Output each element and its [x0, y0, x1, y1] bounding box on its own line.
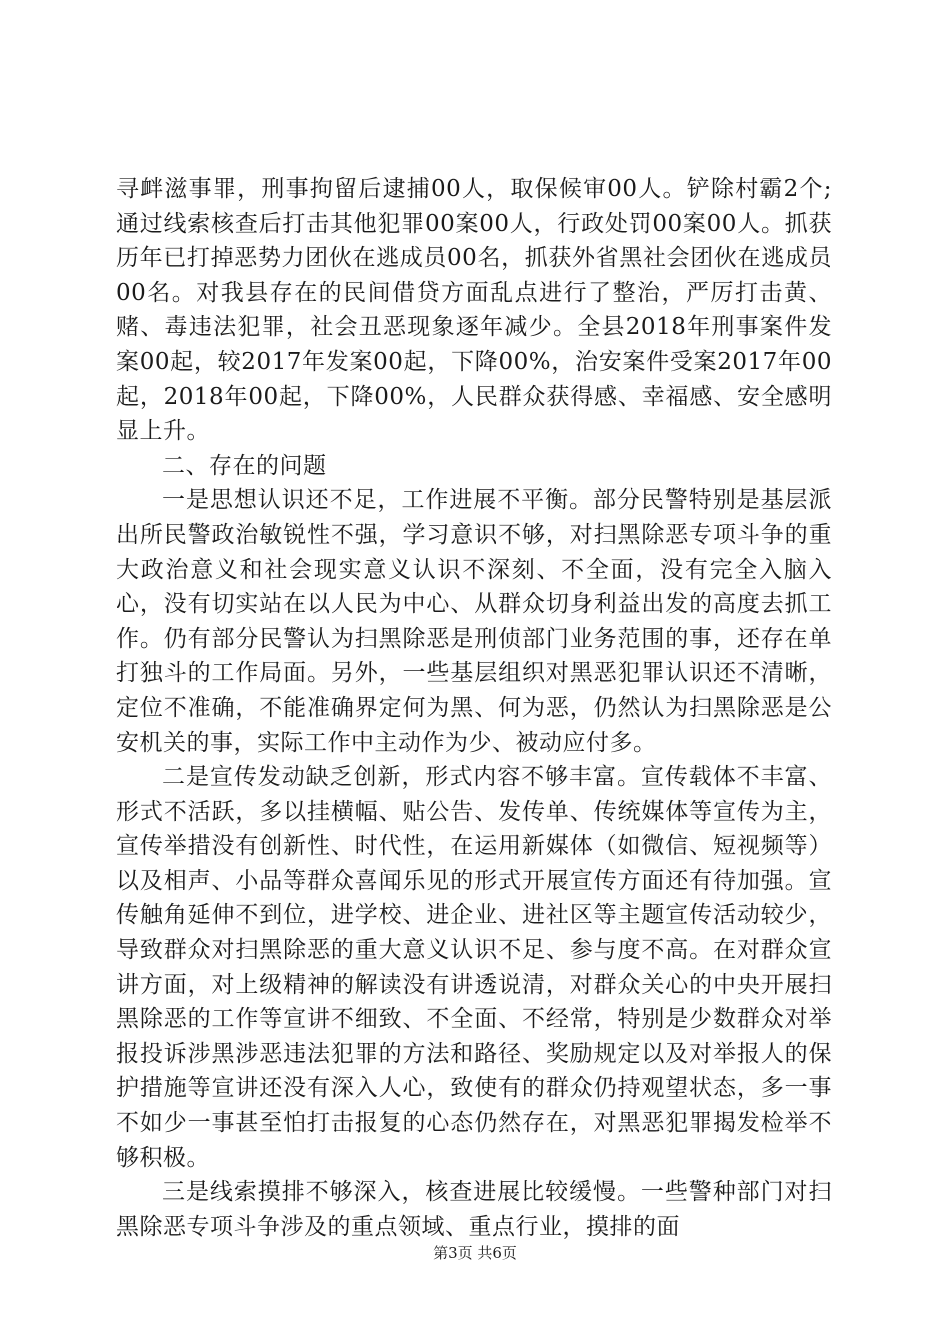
document-body — [116, 172, 832, 1244]
paragraph-problem-3: 三是线索摸排不够深入，核查进展比较缓慢。一些警种部门对扫黑除恶专项斗争涉及的重点领域、重点行业，摸排的面 — [116, 1179, 832, 1240]
page-number-footer: 第3页 共6页 — [433, 1244, 517, 1262]
paragraph-problem-1: 一是思想认识还不足，工作进展不平衡。部分民警特别是基层派出所民警政治敏锐性不强，学习意识不够，对扫黑除恶专项斗争的重大政治意义和社会现实意义认识不深刻、不全面，没有完全入脑入心，没有切实站在以人民为中心、从群众切身利益出发的高度去抓工作。仍有部分民警认为扫黑除恶是刑侦部门业务范围的事，还存在单打独斗的工作局面。另外，一些基层组织对黑恶犯罪认识还不清晰，定位不准确，不能准确界定何为黑、何为恶，仍然认为扫黑除恶是公安机关的事，实际工作中主动作为少、被动应付多。 — [116, 487, 832, 756]
section-heading: 二、存在的问题 — [162, 452, 327, 479]
paragraph-continuation: 寻衅滋事罪，刑事拘留后逮捕00人，取保候审00人。铲除村霸2个;通过线索核查后打击其他犯罪00案00人，行政处罚00案00人。抓获历年已打掉恶势力团伙在逃成员00名，抓获外省黑社会团伙在逃成员00名。对我县存在的民间借贷方面乱点进行了整治，严厉打击黄、赌、毒违法犯罪，社会丑恶现象逐年减少。全县2018年刑事案件发案00起，较2017年发案00起，下降00%，治安案件受案2017年00起，2018年00起，下降00%，人民群众获得感、幸福感、安全感明显上升。 — [116, 176, 832, 445]
paragraph-problem-2: 二是宣传发动缺乏创新，形式内容不够丰富。宣传载体不丰富、形式不活跃，多以挂横幅、贴公告、发传单、传统媒体等宣传为主，宣传举措没有创新性、时代性，在运用新媒体（如微信、短视频等）以及相声、小品等群众喜闻乐见的形式开展宣传方面还有待加强。宣传触角延伸不到位，进学校、进企业、进社区等主题宣传活动较少，导致群众对扫黑除恶的重大意义认识不足、参与度不高。在对群众宣讲方面，对上级精神的解读没有讲透说清，对群众关心的中央开展扫黑除恶的工作等宣讲不细致、不全面、不经常，特别是少数群众对举报投诉涉黑涉恶违法犯罪的方法和路径、奖励规定以及对举报人的保护措施等宣讲还没有深入人心，致使有的群众仍持观望状态，多一事不如少一事甚至怕打击报复的心态仍然存在，对黑恶犯罪揭发检举不够积极。 — [116, 764, 832, 1171]
